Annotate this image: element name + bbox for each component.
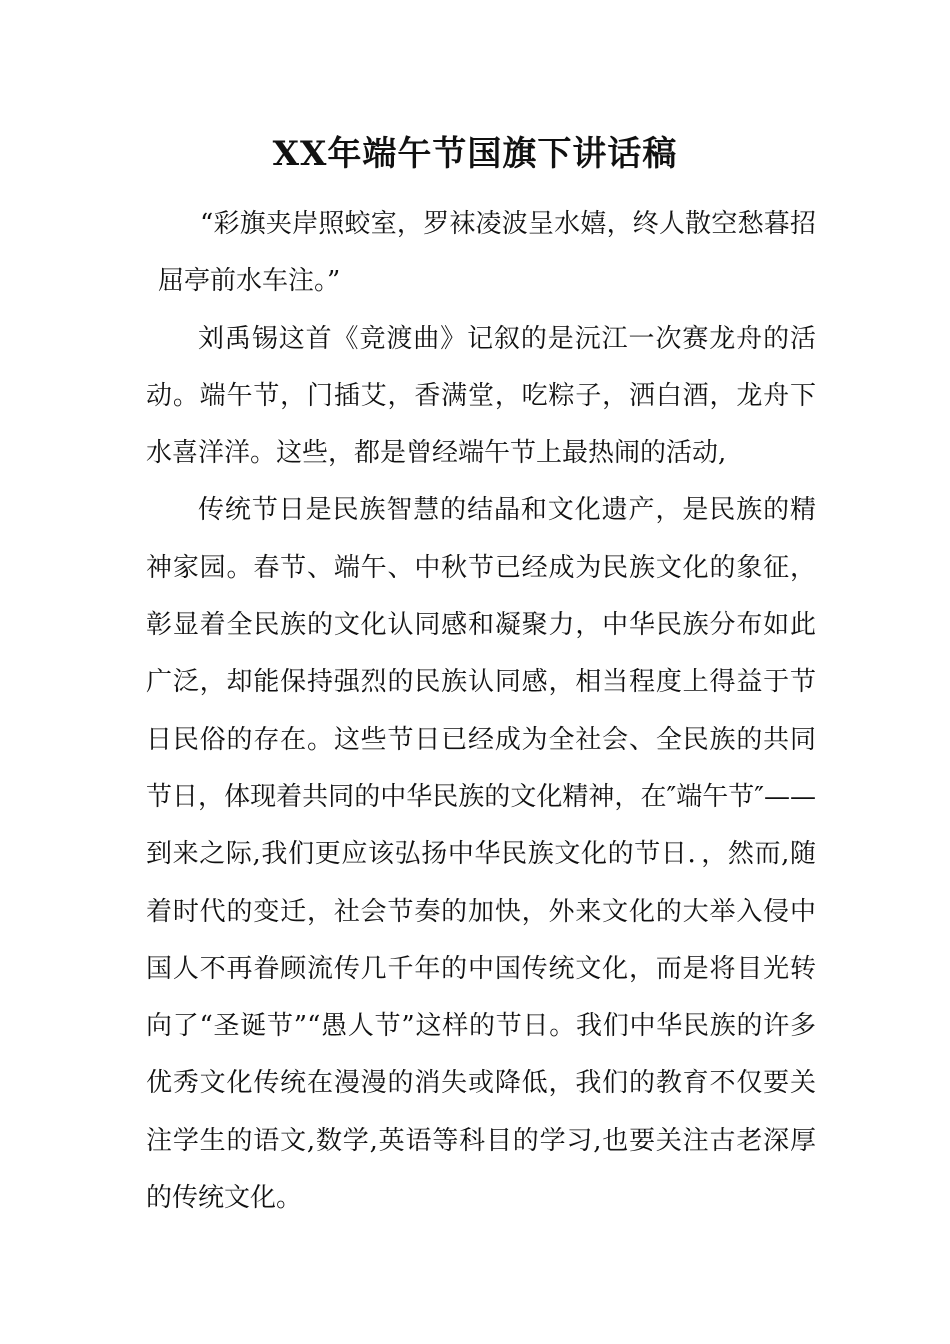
document-body (146, 196, 816, 1227)
paragraph-main: 传统节日是民族智慧的结晶和文化遗产，是民族的精神家园。春节、端午、中秋节已经成为民族文化的象征，彰显着全民族的文化认同感和凝聚力，中华民族分布如此广泛，却能保持强烈的民族认同感，相当程度上得益于节日民俗的存在。这些节日已经成为全社会、全民族的共同节日，体现着共同的中华民族的文化精神，在″端午节″——到来之际,我们更应该弘扬中华民族文化的节日．，然而,随着时代的变迁，社会节奏的加快，外来文化的大举入侵中国人不再眷顾流传几千年的中国传统文化，而是将目光转向了“圣诞节”“愚人节”这样的节日。我们中华民族的许多优秀文化传统在漫漫的消失或降低，我们的教育不仅要关注学生的语文,数学,英语等科目的学习,也要关注古老深厚的传统文化。 (146, 495, 816, 1214)
page-title: XX年端午节国旗下讲话稿 (272, 134, 678, 174)
quote-paragraph: “彩旗夹岸照蛟室，罗袜凌波呈水嬉，终人散空愁暮招屈亭前水车注。” (158, 209, 816, 297)
paragraph-intro: 刘禹锡这首《竞渡曲》记叙的是沅江一次赛龙舟的活动。端午节，门插艾，香满堂，吃粽子，洒白酒，龙舟下水喜洋洋。这些，都是曾经端午节上最热闹的活动, (146, 323, 816, 469)
